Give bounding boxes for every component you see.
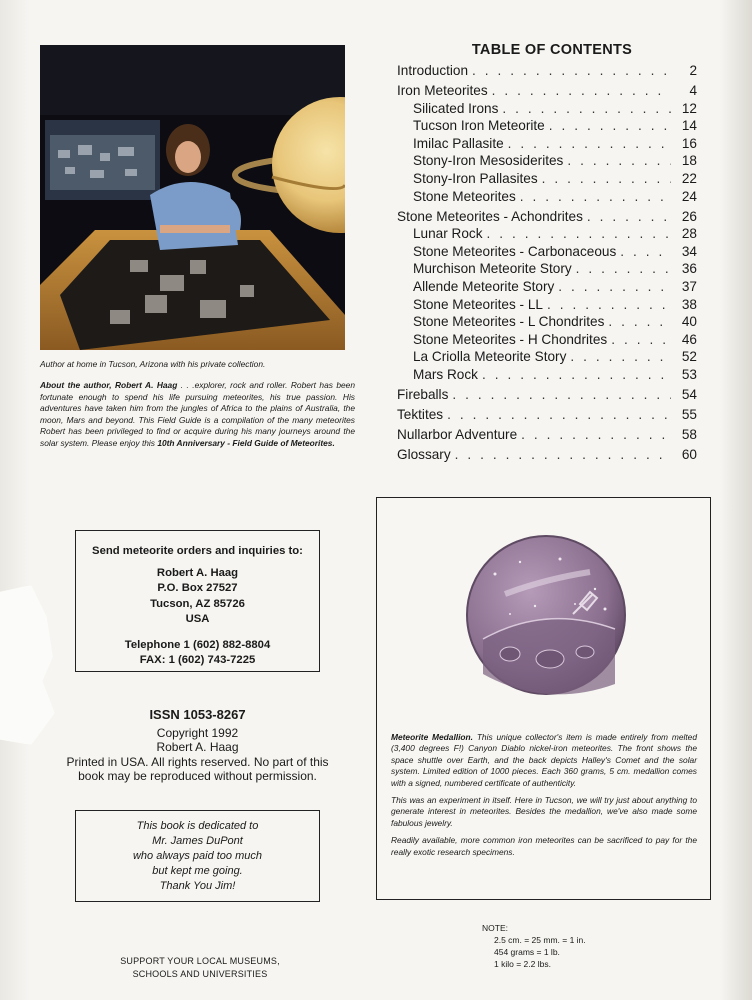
toc-item[interactable]: Allende Meteorite Story . . . 37: [397, 279, 697, 297]
copyright-year: Copyright 1992: [156, 725, 239, 740]
note-line: 2.5 cm. = 25 mm. = 1 in.: [494, 935, 586, 945]
leader-dots: [611, 332, 671, 347]
dedication-line: but kept me going.: [152, 865, 243, 877]
leader-dots: [520, 189, 671, 204]
leader-dots: [487, 226, 671, 241]
toc-item[interactable]: Stone Meteorites - Carbonaceous . . . 34: [397, 244, 697, 262]
leader-dots: [567, 153, 671, 168]
note-line: 1 kilo = 2.2 lbs.: [494, 959, 551, 969]
medallion-description: Meteorite Medallion. This unique collector's item is made entirely from melted (3,400 degrees F!) Canyon Diablo nickel-iron meteorites. The front shows the space shuttle over Earth, and the back depicts Halley's Comet and the solar system. Limited edition of 1000 pieces. Each 360 grams, 5 cm. medallion comes with a signed, numbered certificate of authenticity. This was an experiment in itself. Here in Tucson, we will try just about anything to generate interest in meteorites. Besides the medallion, we've also made some fabulous jewelry. Readily available, more common iron meteorites can be sacrificed to pay for the really exotic research specimens.: [391, 732, 697, 857]
toc-item[interactable]: Stone Meteorites - Achondrites . . . 26: [397, 209, 697, 227]
orders-heading: Send meteorite orders and inquiries to:: [92, 545, 303, 557]
toc-item[interactable]: Stone Meteorites - H Chondrites . . . 46: [397, 332, 697, 350]
toc-item[interactable]: Mars Rock . . . 53: [397, 367, 697, 385]
toc-item[interactable]: Fireballs . . . 54: [397, 387, 697, 405]
leader-dots: [542, 171, 671, 186]
note-line: 454 grams = 1 lb.: [494, 947, 560, 957]
leader-dots: [482, 367, 671, 382]
dedication-line: This book is dedicated to: [136, 820, 259, 832]
medallion-lead: Meteorite Medallion.: [391, 732, 473, 742]
leader-dots: [502, 101, 671, 116]
conversion-note: [482, 922, 586, 970]
toc-item[interactable]: Introduction . . . 2: [397, 63, 697, 81]
copyright-author: Robert A. Haag: [156, 740, 239, 754]
medallion-paragraph: This was an experiment in itself. Here in Tucson, we will try just about anything to generate interest in meteorites. Besides the medallion, we've also made some fabulous jewelry.: [391, 795, 697, 828]
leader-dots: [521, 427, 671, 442]
note-title: NOTE:: [482, 923, 508, 933]
leader-dots: [452, 387, 671, 402]
dedication-line: Thank You Jim!: [159, 880, 236, 892]
leader-dots: [576, 261, 671, 276]
leader-dots: [492, 83, 671, 98]
contact-fax: FAX: 1 (602) 743-7225: [139, 654, 256, 666]
dedication-line: who always paid too much: [132, 850, 262, 862]
about-lead: About the author, Robert A. Haag: [40, 380, 178, 390]
leader-dots: [547, 297, 671, 312]
contact-phone: Telephone 1 (602) 882-8804: [124, 638, 271, 651]
leader-dots: [608, 314, 671, 329]
rights-line-1: Printed in USA. All rights reserved. No part of this: [66, 754, 329, 769]
toc-title: TABLE OF CONTENTS: [471, 42, 633, 58]
toc-item[interactable]: Iron Meteorites . . . 4: [397, 83, 697, 101]
about-body: . . .explorer, rock and roller. Robert has been fortunate enough to spend his life pursuing meteorites, his true passion. His adventures have taken him from the jungles of Africa to the plains of Australia, the moon, Mars and beyond. This Field Guide is a compilation of the many meteorites Robert has been privileged to find or acquire during his many journeys around the solar system. Please enjoy this: [40, 380, 355, 448]
dedication-box: [75, 810, 320, 902]
toc-item[interactable]: Murchison Meteorite Story . . . 36: [397, 261, 697, 279]
toc-item[interactable]: La Criolla Meteorite Story . . . 52: [397, 349, 697, 367]
leader-dots: [558, 279, 671, 294]
orders-contact-box: [75, 530, 320, 672]
contact-country: USA: [185, 613, 210, 625]
toc-item[interactable]: Stone Meteorites . . . 24: [397, 189, 697, 207]
dedication-line: Mr. James DuPont: [152, 835, 243, 847]
leader-dots: [570, 349, 671, 364]
issn-number: ISSN 1053-8267: [149, 707, 246, 722]
toc-item[interactable]: Stony-Iron Pallasites . . . 22: [397, 171, 697, 189]
toc-item[interactable]: Silicated Irons . . . 12: [397, 101, 697, 119]
leader-dots: [472, 63, 671, 78]
toc-item[interactable]: Tektites . . . 55: [397, 407, 697, 425]
author-photo: [40, 45, 345, 350]
leader-dots: [508, 136, 671, 151]
imprint-block: [45, 708, 350, 784]
about-author: [40, 380, 355, 450]
toc-item[interactable]: Imilac Pallasite . . . 16: [397, 136, 697, 154]
leader-dots: [447, 407, 671, 422]
medallion-box: [376, 497, 711, 900]
toc-item[interactable]: Tucson Iron Meteorite . . . 14: [397, 118, 697, 136]
table-of-contents: [397, 42, 697, 464]
support-notice: SUPPORT YOUR LOCAL MUSEUMS, SCHOOLS AND UNIVERSITIES: [120, 956, 280, 979]
leader-dots: [549, 118, 671, 133]
toc-item[interactable]: Nullarbor Adventure . . . 58: [397, 427, 697, 445]
rights-line-2: book may be reproduced without permission.: [78, 769, 317, 783]
contact-city: Tucson, AZ 85726: [150, 597, 245, 610]
leader-dots: [620, 244, 671, 259]
medallion-paragraph: Readily available, more common iron meteorites can be sacrificed to pay for the really exotic research specimens.: [391, 835, 697, 857]
contact-po-box: P.O. Box 27527: [157, 582, 238, 594]
leader-dots: [455, 447, 671, 462]
toc-item[interactable]: Glossary . . . 60: [397, 447, 697, 465]
leader-dots: [587, 209, 671, 224]
contact-name: Robert A. Haag: [156, 566, 239, 579]
toc-item[interactable]: Stone Meteorites - LL . . . 38: [397, 297, 697, 315]
photo-caption: Author at home in Tucson, Arizona with his private collection.: [40, 359, 266, 369]
toc-item[interactable]: Stone Meteorites - L Chondrites . . . 40: [397, 314, 697, 332]
medallion-image: [465, 534, 627, 701]
toc-item[interactable]: Lunar Rock . . . 28: [397, 226, 697, 244]
toc-item[interactable]: Stony-Iron Mesosiderites . . . 18: [397, 153, 697, 171]
about-tail: 10th Anniversary - Field Guide of Meteorites.: [157, 437, 335, 448]
